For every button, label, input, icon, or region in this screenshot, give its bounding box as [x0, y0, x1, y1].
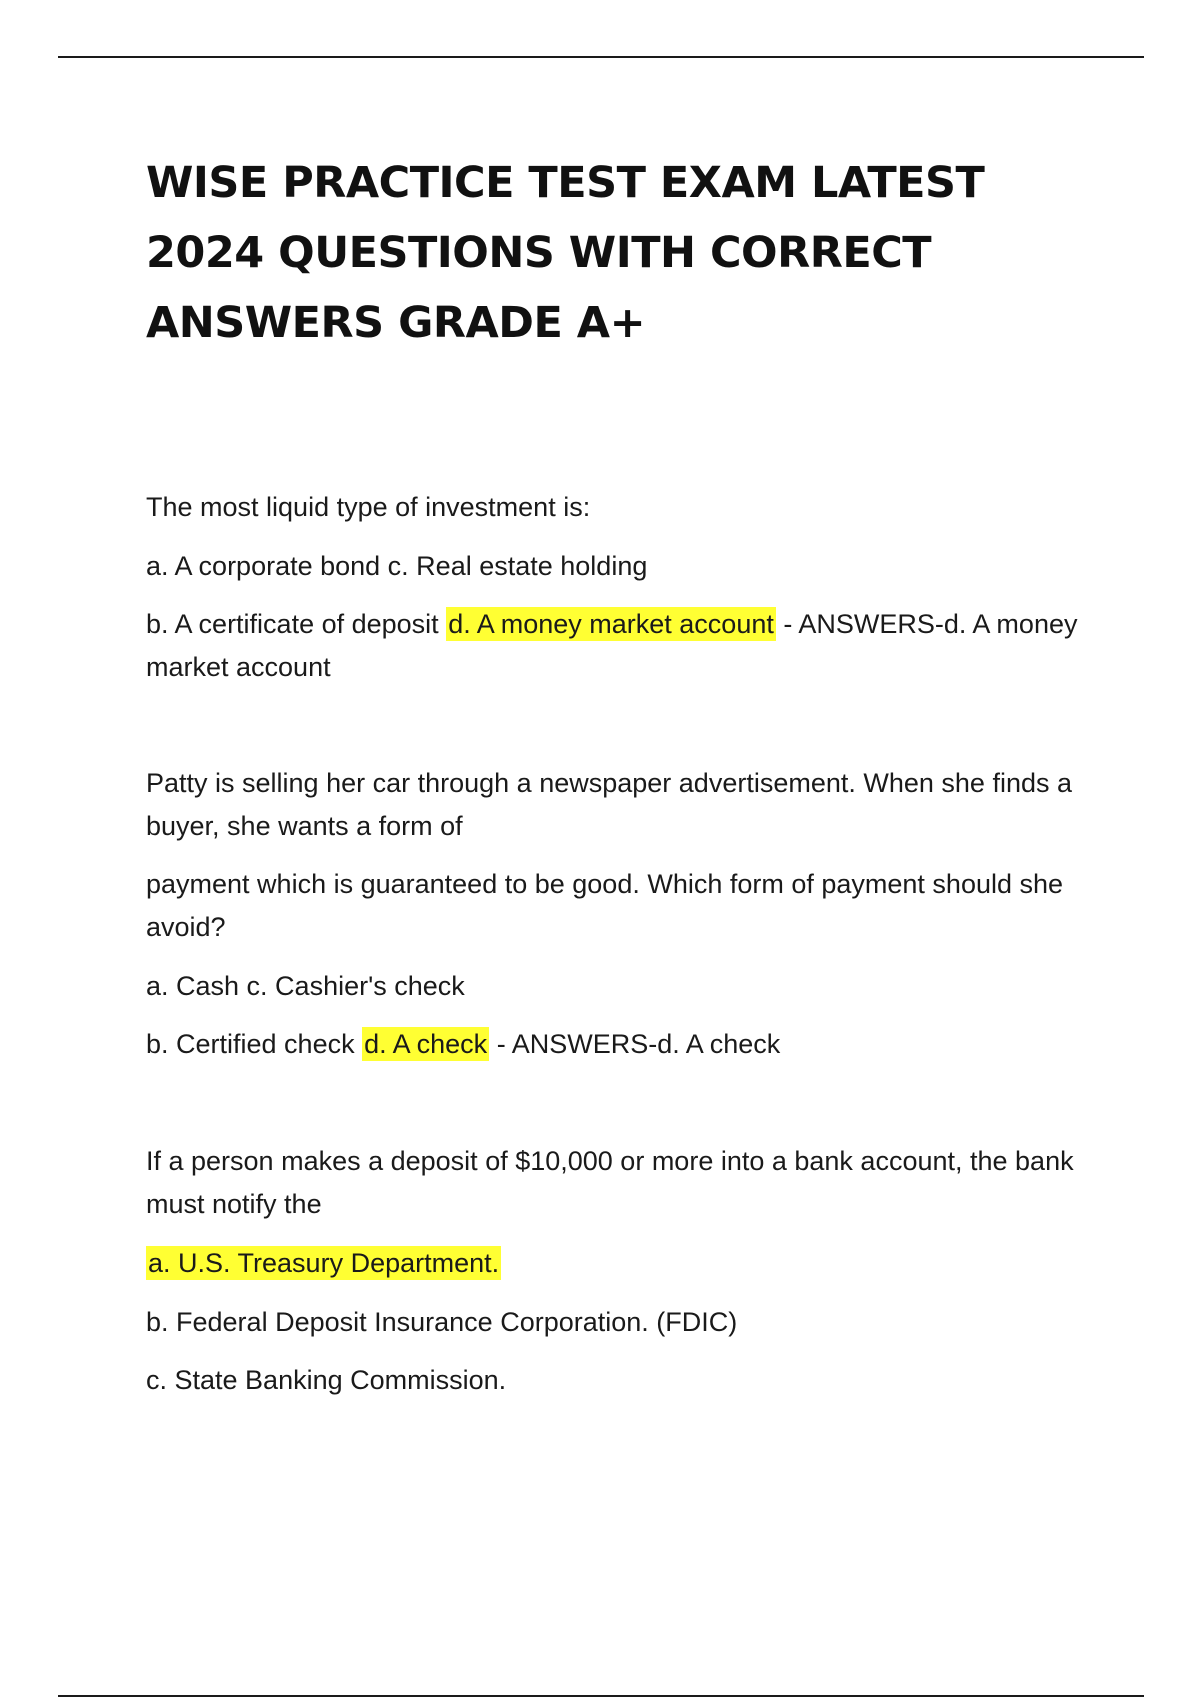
top-rule [58, 56, 1144, 58]
question-2-stem-part1: Patty is selling her car through a newspaper advertisement. When she finds a buyer, she wants a form of [146, 768, 1072, 841]
question-1-highlighted-answer: d. A money market account [448, 609, 774, 639]
question-1-stem: The most liquid type of investment is: [146, 492, 591, 522]
question-1-option-b: b. A certificate of deposit [146, 609, 447, 639]
question-2-highlighted-answer: d. A check [364, 1029, 488, 1059]
question-2-answer-key: - ANSWERS-d. A check [489, 1029, 781, 1059]
question-3-stem: If a person makes a deposit of $10,000 or more into a bank account, the bank must notify the [146, 1146, 1074, 1219]
question-3-highlighted-answer: a. U.S. Treasury Department. [148, 1248, 500, 1278]
question-1-options-b-d [146, 603, 1106, 689]
question-3-option-a [146, 1242, 1106, 1285]
question-3-option-b: b. Federal Deposit Insurance Corporation. (FDIC) [146, 1307, 738, 1337]
question-1-options-a-c: a. A corporate bond c. Real estate holding [146, 551, 648, 581]
question-1-answer-key: - ANSWERS-d. A money market account [146, 609, 1078, 682]
question-2-options-a-c: a. Cash c. Cashier's check [146, 971, 465, 1001]
question-3-option-c: c. State Banking Commission. [146, 1365, 507, 1395]
document-title: WISE PRACTICE TEST EXAM LATEST 2024 QUESTIONS WITH CORRECT ANSWERS GRADE A+ [146, 158, 985, 348]
question-2-options-b-d [146, 1023, 1106, 1066]
question-2-stem-part2: payment which is guaranteed to be good. Which form of payment should she avoid? [146, 869, 1064, 942]
bottom-rule [58, 1695, 1144, 1697]
question-2-option-b: b. Certified check [146, 1029, 363, 1059]
